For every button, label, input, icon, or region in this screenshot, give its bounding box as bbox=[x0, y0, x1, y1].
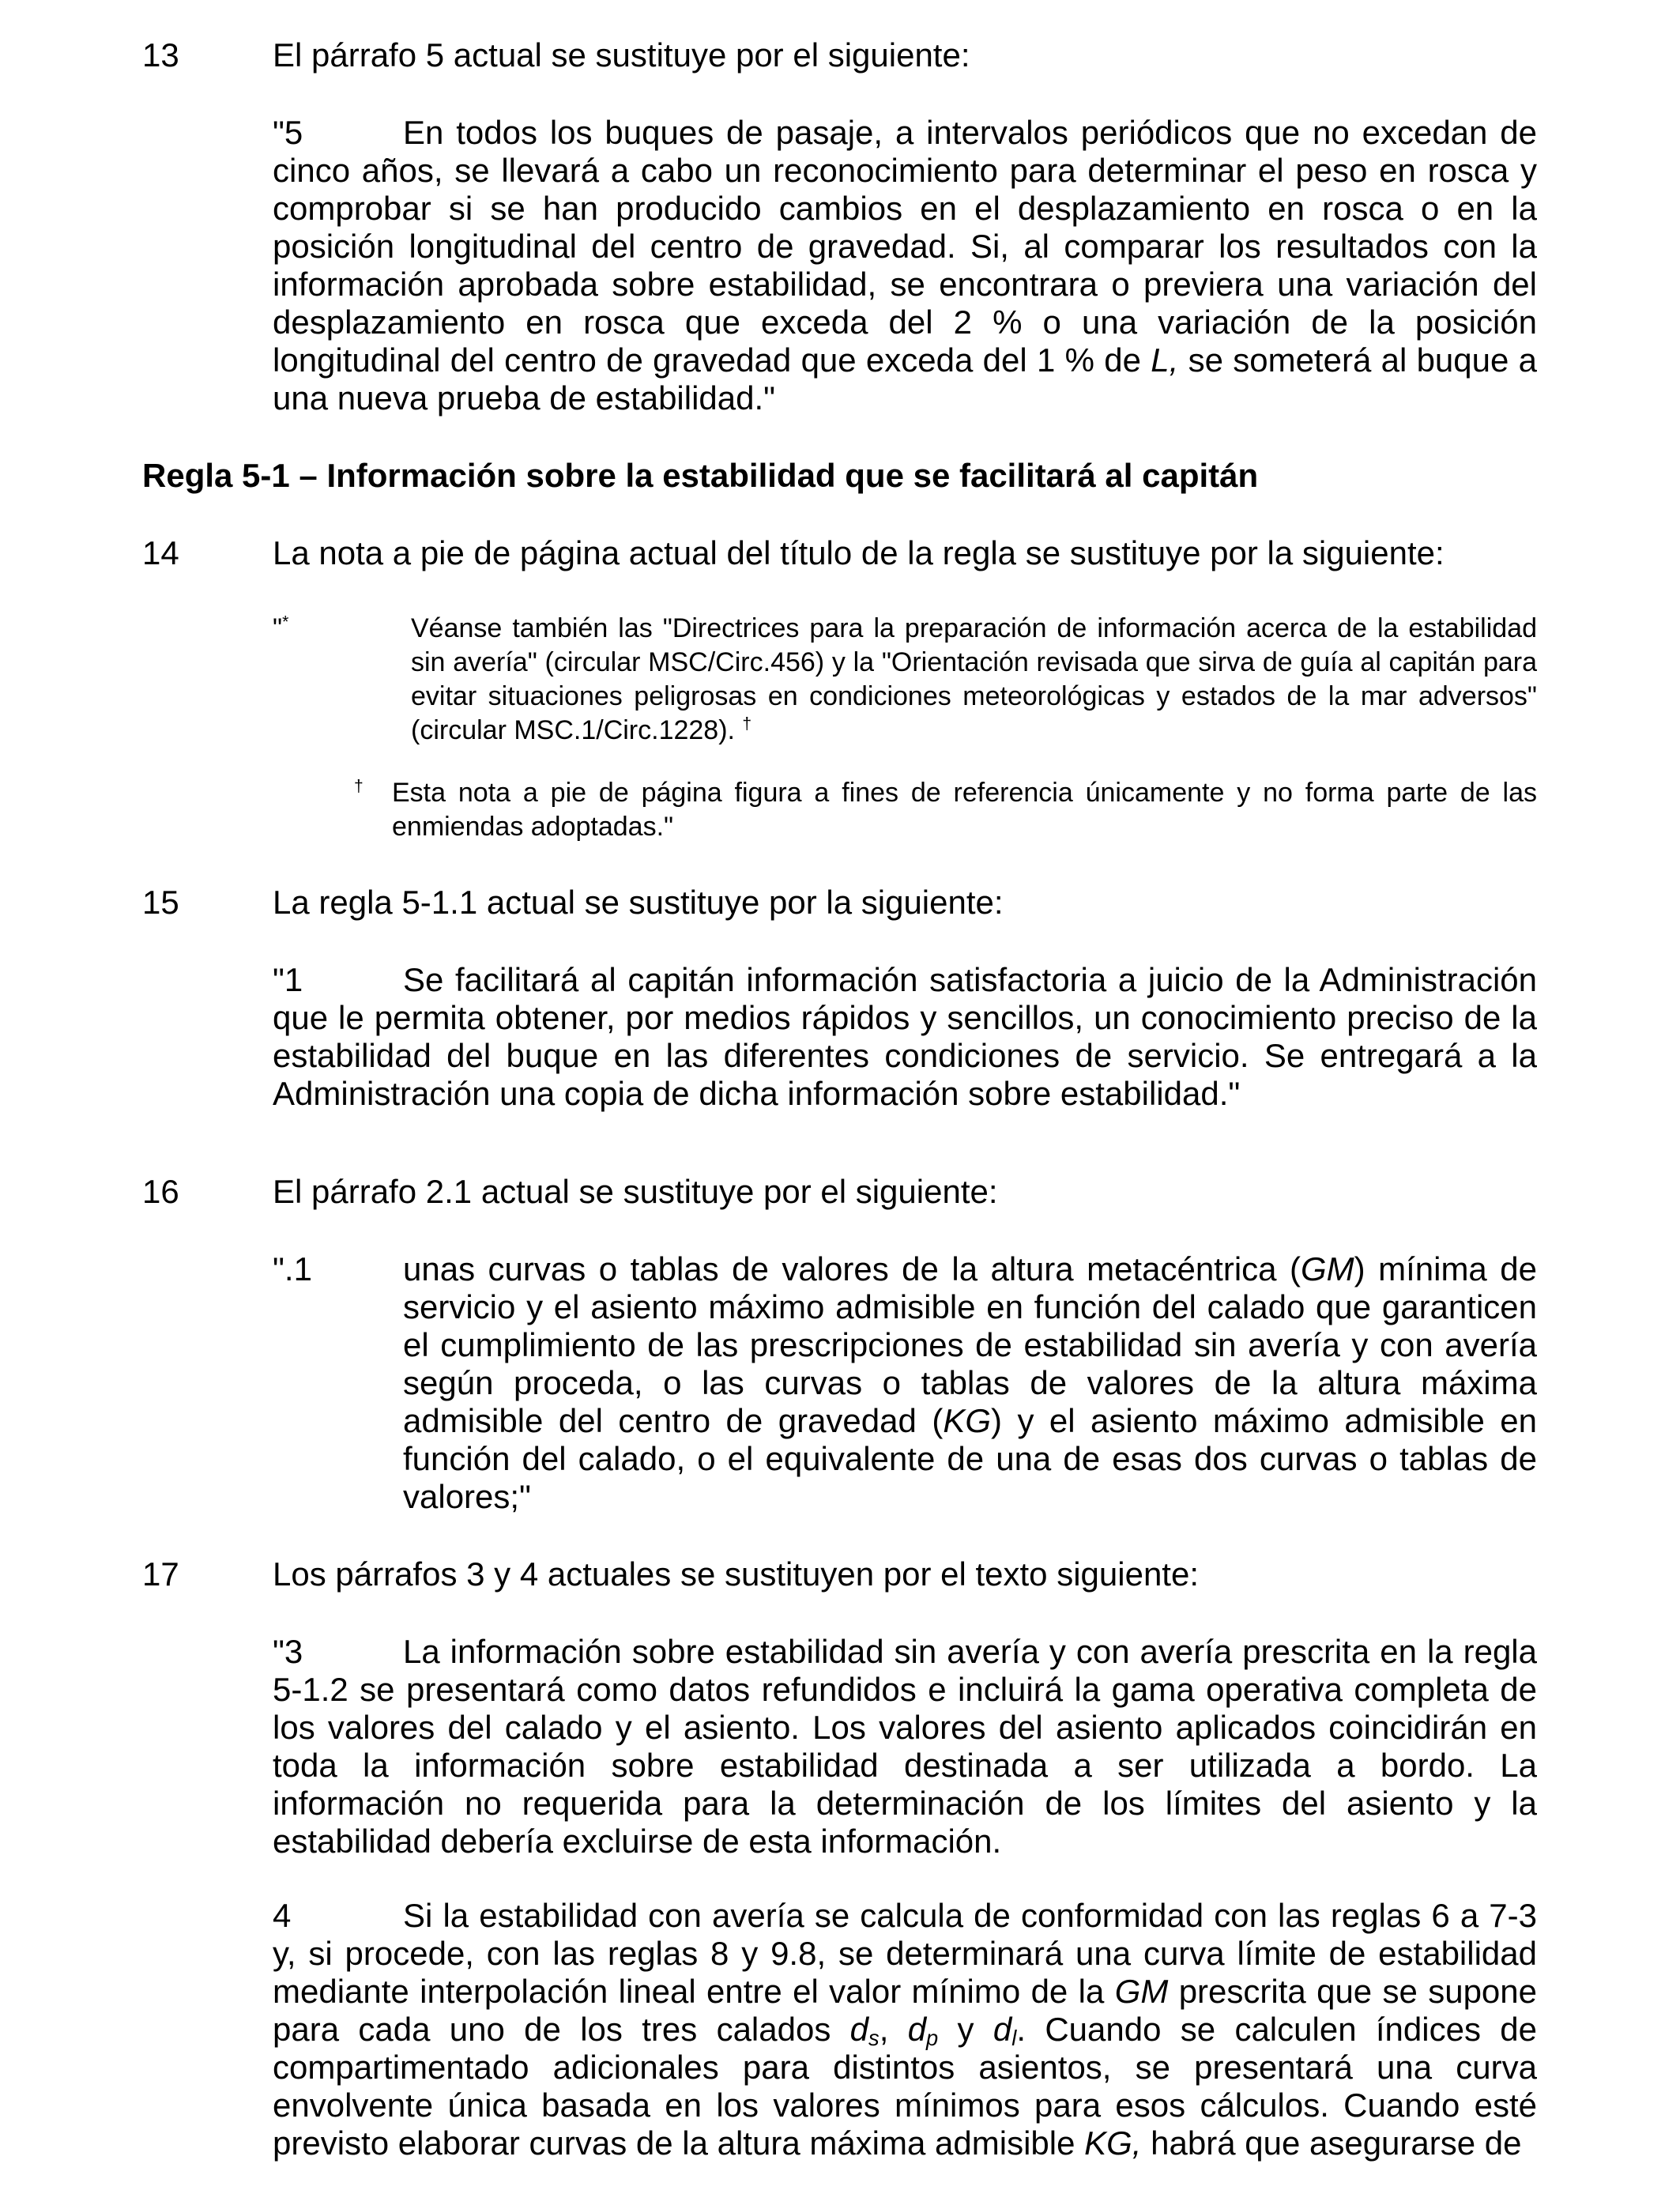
paragraph-text bbox=[273, 884, 1537, 922]
text-run: Si la estabilidad con avería se calcula de conformidad con las reglas 6 a 7-3 y, si procede, con las reglas 8 y 9.8, se determinará una curva límite de estabilidad mediante interpolación lineal entre el valor mínimo de la bbox=[273, 1897, 1537, 2010]
text-run: "3 bbox=[273, 1633, 303, 1670]
quote-paragraph-3 bbox=[273, 1633, 1537, 1860]
text-run: Se facilitará al capitán información satisfactoria a juicio de la Administración que le permita obtener, por medios rápidos y sencillos, un conocimiento preciso de la estabilidad del buque en las diferentes condiciones de servicio. Se entregará a la Administración una copia de dicha información sobre estabilidad." bbox=[273, 961, 1537, 1112]
text-run: ".1 bbox=[273, 1250, 312, 1287]
text-run: El párrafo 5 actual se sustituye por el siguiente: bbox=[273, 36, 970, 74]
footnote-dagger bbox=[354, 776, 1537, 844]
text-run: En todos los buques de pasaje, a intervalos periódicos que no excedan de cinco años, se llevará a cabo un reconocimiento para determinar el peso en rosca y comprobar si se han producido cambios en el desplazamiento en rosca o en la posición longitudinal del centro de gravedad. Si, al comparar los resultados con la información aprobada sobre estabilidad, se encontrara o previera una variación del desplazamiento en rosca que exceda del 2 % o una variación de la posición longitudinal del centro de gravedad que exceda del 1 % de bbox=[273, 114, 1537, 379]
styled-text-run: d bbox=[993, 2011, 1012, 2048]
text-run: 4 bbox=[273, 1897, 292, 1934]
text-run: unas curvas o tablas de valores de la altura metacéntrica ( bbox=[403, 1250, 1301, 1287]
text-run: . Cuando se calculen índices de compartimentado adicionales para distintos asientos, se presentará una curva envolvente única basada en los valores mínimos para esos cálculos. Cuando esté previsto elaborar curvas de la altura máxima admisible bbox=[273, 2011, 1537, 2162]
quote-subparagraph-1 bbox=[273, 1250, 1537, 1516]
item-marker bbox=[354, 776, 392, 810]
paragraph-text bbox=[403, 1250, 1537, 1515]
text-run: Esta nota a pie de página figura a fines de referencia únicamente y no forma parte de las enmiendas adoptadas." bbox=[392, 778, 1537, 842]
item-marker bbox=[273, 1897, 403, 1935]
text-run: La nota a pie de página actual del título de la regla se sustituye por la siguiente: bbox=[273, 534, 1445, 571]
text-run: "1 bbox=[273, 961, 303, 998]
styled-text-run: p bbox=[926, 2026, 939, 2050]
styled-text-run: GM bbox=[1300, 1250, 1354, 1287]
styled-text-run: † bbox=[742, 714, 752, 733]
styled-text-run: L, bbox=[1151, 341, 1179, 379]
paragraph-text bbox=[273, 1633, 1537, 1860]
item-marker bbox=[273, 1250, 403, 1288]
item-marker bbox=[273, 1633, 403, 1671]
quote-paragraph-4 bbox=[273, 1897, 1537, 2162]
text-run: Los párrafos 3 y 4 actuales se sustituyen por el texto siguiente: bbox=[273, 1555, 1200, 1593]
paragraph-text bbox=[273, 114, 1537, 417]
paragraph-text bbox=[392, 778, 1537, 842]
styled-text-run: KG bbox=[943, 1402, 991, 1439]
text-run: prescrita que se supone para cada uno de los tres calados bbox=[273, 1973, 1538, 2048]
text-run: se someterá al buque a una nueva prueba de estabilidad." bbox=[273, 341, 1538, 417]
styled-text-run: * bbox=[282, 613, 289, 631]
styled-text-run: GM bbox=[1114, 1973, 1169, 2010]
styled-text-run: d bbox=[849, 2011, 869, 2048]
text-run: El párrafo 2.1 actual se sustituye por el siguiente: bbox=[273, 1173, 998, 1210]
paragraph-15 bbox=[142, 884, 1537, 922]
text-run: habrá que asegurarse de bbox=[1141, 2124, 1522, 2162]
text-run: "5 bbox=[273, 114, 303, 151]
styled-text-run: KG, bbox=[1084, 2124, 1142, 2162]
paragraph-text bbox=[273, 1897, 1537, 2162]
paragraph-text bbox=[273, 534, 1537, 572]
text-run: La regla 5-1.1 actual se sustituye por la siguiente: bbox=[273, 884, 1004, 921]
text-run: " bbox=[273, 613, 283, 643]
item-marker bbox=[273, 612, 411, 646]
paragraph-13 bbox=[142, 36, 1537, 74]
paragraph-number: 15 bbox=[142, 884, 179, 921]
paragraph-text bbox=[273, 1173, 1537, 1211]
item-marker bbox=[273, 114, 403, 152]
paragraph-text bbox=[411, 613, 1537, 745]
styled-text-run: s bbox=[868, 2026, 880, 2050]
text-run: ) mínima de servicio y el asiento máximo admisible en función del calado que garanticen el cumplimiento de las prescripciones de estabilidad sin avería y con avería según proceda, o las curvas o tablas de valores de la altura máxima admisible del centro de gravedad ( bbox=[403, 1250, 1537, 1439]
styled-text-run: d bbox=[907, 2011, 927, 2048]
regulation-heading bbox=[142, 457, 1537, 495]
paragraph-text bbox=[273, 36, 1537, 74]
styled-text-run: † bbox=[354, 777, 363, 796]
paragraph-number: 14 bbox=[142, 534, 179, 571]
quote-paragraph-1 bbox=[273, 961, 1537, 1113]
paragraph-17 bbox=[142, 1555, 1537, 1593]
styled-text-run: l bbox=[1011, 2026, 1017, 2050]
quote-paragraph-5 bbox=[273, 114, 1537, 417]
text-run: y bbox=[938, 2011, 993, 2048]
paragraph-16 bbox=[142, 1173, 1537, 1211]
paragraph-14 bbox=[142, 534, 1537, 572]
text-run: , bbox=[879, 2011, 908, 2048]
paragraph-text bbox=[142, 457, 1258, 494]
paragraph-number: 16 bbox=[142, 1173, 179, 1210]
paragraph-number: 13 bbox=[142, 36, 179, 74]
text-run: Véanse también las "Directrices para la preparación de información acerca de la estabilidad sin avería" (circular MSC/Circ.456) y la "Orientación revisada que sirva de guía al capitán para evitar situaciones peligrosas en condiciones meteorológicas y estados de la mar adversos" (circular MSC.1/Circ.1228). bbox=[411, 613, 1537, 745]
text-run: La información sobre estabilidad sin avería y con avería prescrita en la regla 5-1.2 se presentará como datos refundidos e incluirá la gama operativa completa de los valores del calado y el asiento. Los valores del asiento aplicados coincidirán en toda la información sobre estabilidad destinada a ser utilizada a bordo. La información no requerida para la determinación de los límites del asiento y la estabilidad debería excluirse de esta información. bbox=[273, 1633, 1537, 1860]
paragraph-text bbox=[273, 961, 1537, 1112]
paragraph-text bbox=[273, 1555, 1537, 1593]
text-run: Regla 5-1 – Información sobre la estabilidad que se facilitará al capitán bbox=[142, 457, 1259, 494]
footnote-asterisk bbox=[273, 612, 1537, 748]
text-run: ) y el asiento máximo admisible en función del calado, o el equivalente de una de esas dos curvas o tablas de valores;" bbox=[403, 1402, 1537, 1515]
paragraph-number: 17 bbox=[142, 1555, 179, 1593]
item-marker bbox=[273, 961, 403, 999]
